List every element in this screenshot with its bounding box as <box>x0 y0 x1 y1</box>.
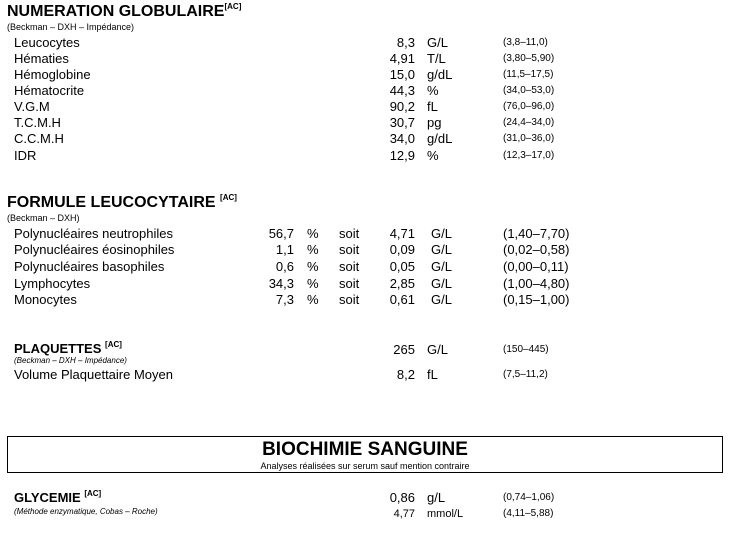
reference-range: (4,11–5,88) <box>503 508 554 519</box>
table-row <box>0 242 741 258</box>
formule-title-text: FORMULE LEUCOCYTAIRE <box>7 194 216 211</box>
percentage-value: 1,1 <box>275 242 294 257</box>
numeration-method: (Beckman – DXH – Impédance) <box>7 22 135 32</box>
result-unit: % <box>427 83 439 98</box>
table-row <box>0 35 741 51</box>
soit-label: soit <box>339 242 360 257</box>
biochimie-section-header <box>7 436 723 473</box>
analyte-name: Leucocytes <box>14 35 80 50</box>
result-unit: fL <box>427 367 438 382</box>
table-row <box>0 115 741 131</box>
result-value: 0,86 <box>389 490 415 505</box>
percentage-unit: % <box>307 259 319 274</box>
reference-range: (0,15–1,00) <box>503 292 570 307</box>
soit-label: soit <box>339 226 360 241</box>
percentage-unit: % <box>307 226 319 241</box>
numeration-title-text: NUMERATION GLOBULAIRE <box>7 3 225 20</box>
glycemie-row-mmol <box>0 506 741 522</box>
cell-type-name: Polynucléaires neutrophiles <box>14 226 173 241</box>
result-value: 90,2 <box>389 99 415 114</box>
reference-range: (0,00–0,11) <box>503 259 569 274</box>
table-row <box>0 99 741 115</box>
analyte-name: C.C.M.H <box>14 131 64 146</box>
accreditation-tag: [AC] <box>224 2 242 11</box>
cell-type-name: Monocytes <box>14 292 77 307</box>
accreditation-tag: [AC] <box>220 193 237 202</box>
result-unit: fL <box>427 99 438 114</box>
result-unit: G/L <box>431 242 452 257</box>
result-value: 12,9 <box>389 148 415 163</box>
result-value: 34,0 <box>389 131 415 146</box>
glycemie-row <box>0 490 741 506</box>
percentage-value: 56,7 <box>268 226 294 241</box>
reference-range: (1,40–7,70) <box>503 226 570 241</box>
plaquettes-title-text: PLAQUETTES <box>14 341 102 356</box>
table-row <box>0 131 741 147</box>
formule-method: (Beckman – DXH) <box>7 213 80 223</box>
result-value: 2,85 <box>389 276 415 291</box>
glycemie-title-text: GLYCEMIE <box>14 490 81 505</box>
percentage-unit: % <box>307 242 319 257</box>
table-row <box>0 226 741 242</box>
result-unit: g/dL <box>427 131 453 146</box>
plaquettes-method: (Beckman – DXH – Impédance) <box>14 356 127 365</box>
analyte-name: Hématocrite <box>14 83 85 98</box>
analyte-name: Hémoglobine <box>14 67 91 82</box>
result-value: 4,71 <box>389 226 415 241</box>
reference-range: (76,0–96,0) <box>503 101 555 112</box>
accreditation-tag: [AC] <box>84 489 102 498</box>
reference-range: (11,5–17,5) <box>503 69 554 80</box>
reference-range: (31,0–36,0) <box>503 133 555 144</box>
numeration-title <box>7 3 241 21</box>
cell-type-name: Lymphocytes <box>14 276 91 291</box>
reference-range: (3,8–11,0) <box>503 37 548 48</box>
result-value: 4,77 <box>393 508 415 520</box>
result-unit: G/L <box>431 226 452 241</box>
result-unit: pg <box>427 115 442 130</box>
reference-range: (150–445) <box>503 344 549 355</box>
soit-label: soit <box>339 276 360 291</box>
result-value: 0,09 <box>389 242 415 257</box>
vpm-row <box>0 367 741 383</box>
analyte-name: V.G.M <box>14 99 50 114</box>
soit-label: soit <box>339 259 360 274</box>
analyte-name: Volume Plaquettaire Moyen <box>14 367 173 382</box>
result-unit: G/L <box>427 342 448 357</box>
percentage-value: 0,6 <box>275 259 294 274</box>
table-row <box>0 51 741 67</box>
table-row <box>0 292 741 308</box>
reference-range: (24,4–34,0) <box>503 117 555 128</box>
table-row <box>0 83 741 99</box>
percentage-unit: % <box>307 292 319 307</box>
result-unit: g/L <box>427 490 446 505</box>
result-unit: g/dL <box>427 67 453 82</box>
result-value: 8,3 <box>396 35 415 50</box>
glycemie-method: (Méthode enzymatique, Cobas – Roche) <box>14 507 158 516</box>
table-row <box>0 148 741 164</box>
result-value: 15,0 <box>389 67 415 82</box>
cell-type-name: Polynucléaires basophiles <box>14 259 165 274</box>
biochimie-subtitle: Analyses réalisées sur serum sauf mention contraire <box>260 461 470 471</box>
result-unit: G/L <box>431 292 452 307</box>
table-row <box>0 67 741 83</box>
reference-range: (0,02–0,58) <box>503 242 570 257</box>
reference-range: (0,74–1,06) <box>503 492 555 503</box>
result-unit: G/L <box>431 259 452 274</box>
table-row <box>0 276 741 292</box>
cell-type-name: Polynucléaires éosinophiles <box>14 242 175 257</box>
result-unit: T/L <box>427 51 446 66</box>
result-value: 0,61 <box>389 292 415 307</box>
reference-range: (3,80–5,90) <box>503 53 555 64</box>
result-value: 4,91 <box>389 51 415 66</box>
reference-range: (1,00–4,80) <box>503 276 570 291</box>
analyte-name: IDR <box>14 148 37 163</box>
soit-label: soit <box>339 292 360 307</box>
biochimie-title: BIOCHIMIE SANGUINE <box>262 439 468 460</box>
reference-range: (7,5–11,2) <box>503 369 548 380</box>
result-unit: % <box>427 148 439 163</box>
result-unit: G/L <box>431 276 452 291</box>
table-row <box>0 259 741 275</box>
plaquettes-row <box>0 342 741 358</box>
analyte-name: T.C.M.H <box>14 115 61 130</box>
accreditation-tag: [AC] <box>105 340 122 349</box>
reference-range: (12,3–17,0) <box>503 150 555 161</box>
result-unit: G/L <box>427 35 448 50</box>
reference-range: (34,0–53,0) <box>503 85 555 96</box>
analyte-name: Hématies <box>14 51 69 66</box>
result-value: 265 <box>393 342 415 357</box>
percentage-unit: % <box>307 276 319 291</box>
formule-title <box>7 194 237 212</box>
result-value: 30,7 <box>389 115 415 130</box>
result-value: 0,05 <box>389 259 415 274</box>
result-unit: mmol/L <box>427 508 464 520</box>
result-value: 44,3 <box>389 83 415 98</box>
percentage-value: 34,3 <box>268 276 294 291</box>
percentage-value: 7,3 <box>275 292 294 307</box>
result-value: 8,2 <box>396 367 415 382</box>
